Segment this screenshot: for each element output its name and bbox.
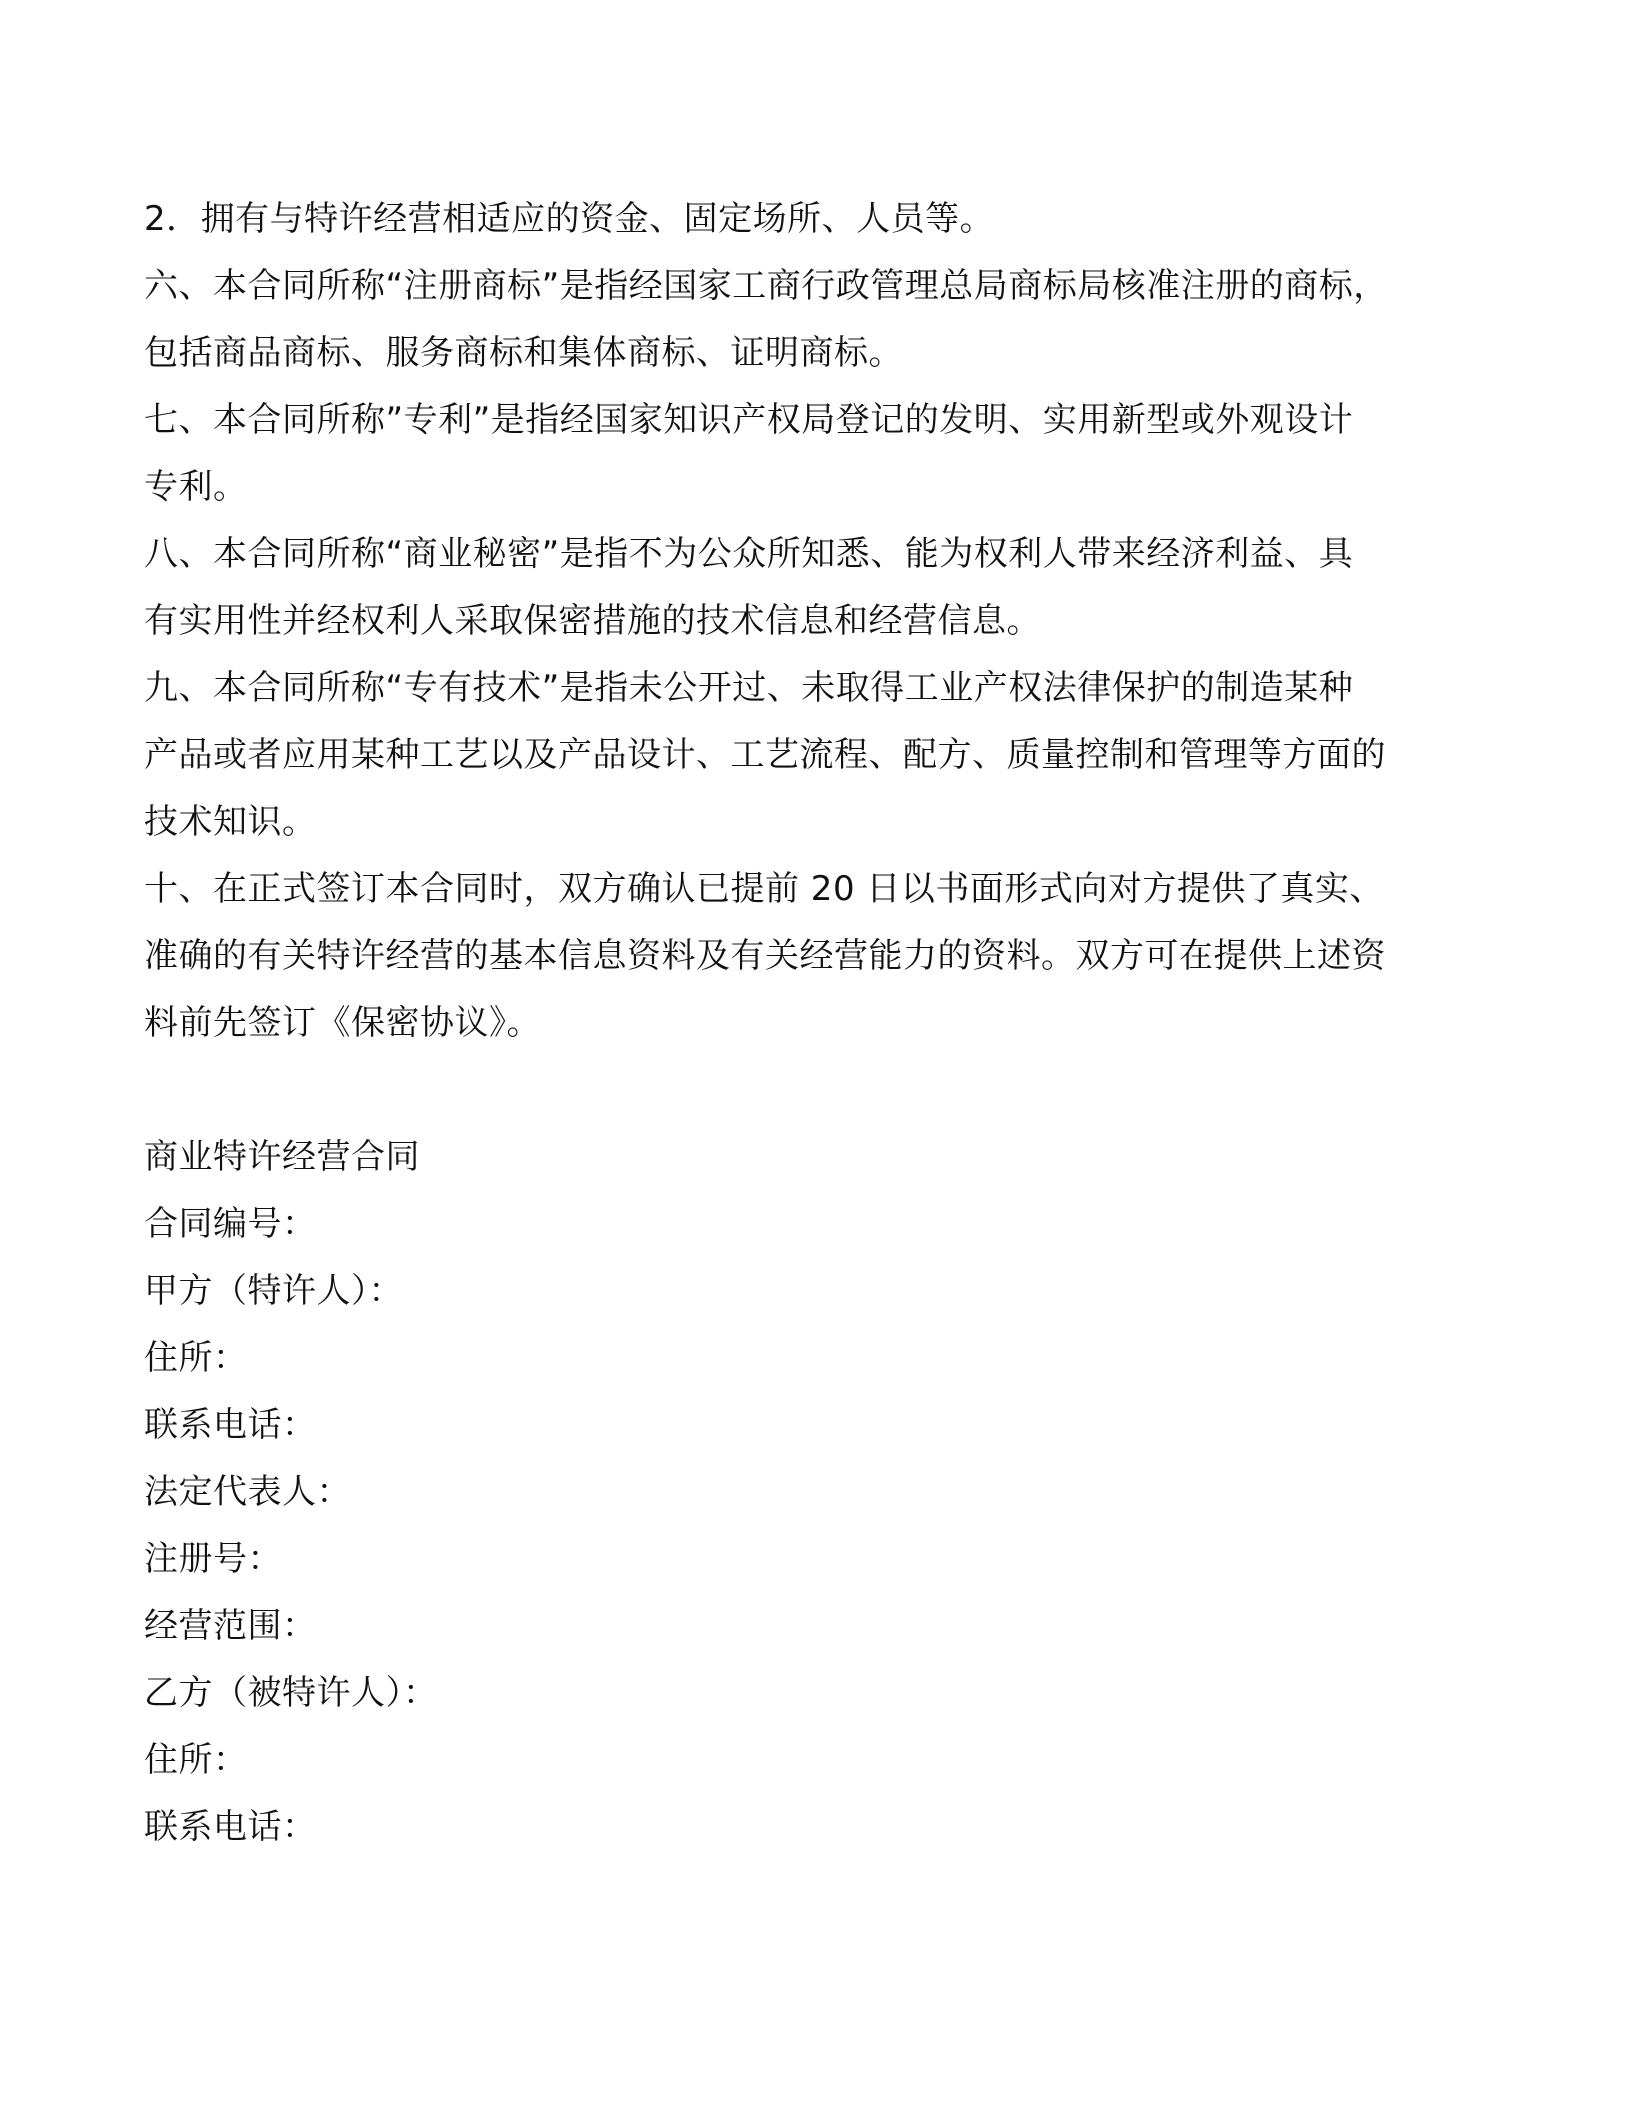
body-line: 九、本合同所称“专有技术”是指未公开过、未取得工业产权法律保护的制造某种 — [144, 668, 1354, 708]
field-legal-representative: 法定代表人： — [144, 1472, 351, 1512]
contract-title: 商业特许经营合同 — [144, 1137, 420, 1177]
body-line: 十、在正式签订本合同时，双方确认已提前 20 日以书面形式向对方提供了真实、 — [144, 869, 1384, 909]
field-party-a-phone: 联系电话： — [144, 1405, 317, 1445]
field-contract-number: 合同编号： — [144, 1204, 317, 1244]
field-business-scope: 经营范围： — [144, 1606, 317, 1646]
document-content — [144, 186, 1484, 1861]
body-line: 准确的有关特许经营的基本信息资料及有关经营能力的资料。双方可在提供上述资 — [144, 936, 1386, 976]
body-line: 料前先签订《保密协议》。 — [144, 1003, 541, 1043]
body-line: 七、本合同所称”专利”是指经国家知识产权局登记的发明、实用新型或外观设计 — [144, 400, 1354, 440]
field-party-a-address: 住所： — [144, 1338, 248, 1378]
body-line: 六、本合同所称“注册商标”是指经国家工商行政管理总局商标局核准注册的商标， — [144, 266, 1388, 306]
body-line: 八、本合同所称“商业秘密”是指不为公众所知悉、能为权利人带来经济利益、具 — [144, 534, 1354, 574]
body-line: 2．拥有与特许经营相适应的资金、固定场所、人员等。 — [144, 199, 995, 239]
body-line: 包括商品商标、服务商标和集体商标、证明商标。 — [144, 333, 903, 373]
field-party-a: 甲方（特许人）： — [144, 1271, 403, 1311]
field-registration-number: 注册号： — [144, 1539, 282, 1579]
body-line: 有实用性并经权利人采取保密措施的技术信息和经营信息。 — [144, 601, 1041, 641]
field-party-b-phone: 联系电话： — [144, 1807, 317, 1847]
body-line: 技术知识。 — [144, 802, 317, 842]
paragraph-gap — [144, 1057, 1484, 1124]
field-party-b: 乙方（被特许人）： — [144, 1673, 438, 1713]
body-line: 产品或者应用某种工艺以及产品设计、工艺流程、配方、质量控制和管理等方面的 — [144, 735, 1386, 775]
body-line: 专利。 — [144, 467, 248, 507]
field-party-b-address: 住所： — [144, 1740, 248, 1780]
